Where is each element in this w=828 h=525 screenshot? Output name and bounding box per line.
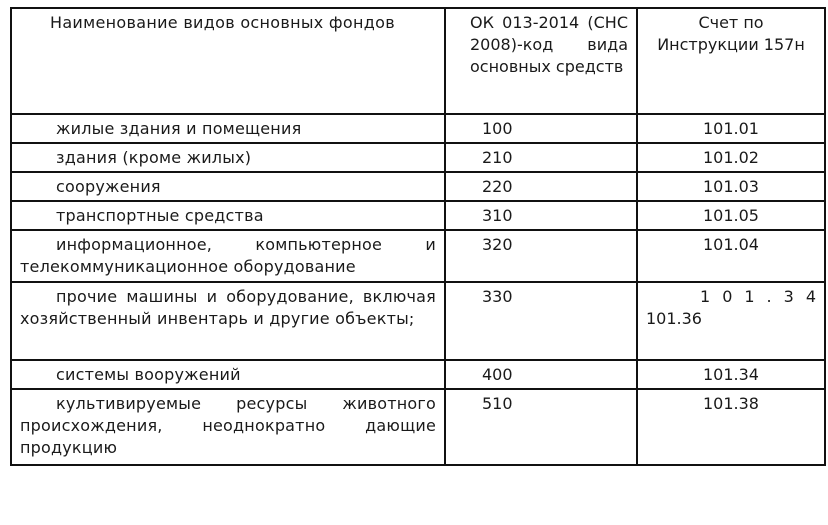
- account-cell: 101.03: [637, 172, 825, 201]
- ok-code-cell: 320: [445, 230, 637, 282]
- table-row: [11, 172, 825, 201]
- asset-type-cell: здания (кроме жилых): [11, 143, 445, 172]
- ok-code-cell: 400: [445, 360, 637, 389]
- asset-type-cell: системы вооружений: [11, 360, 445, 389]
- account-cell: 101.05: [637, 201, 825, 230]
- header-ok-code: ОК 013-2014 (СНС 2008)-код вида основных средств: [445, 8, 637, 114]
- table-row: [11, 389, 825, 465]
- ok-code-cell: 220: [445, 172, 637, 201]
- table-row: [11, 114, 825, 143]
- asset-type-cell: культивируемые ресурсы животного происхождения, неоднократно дающие продукцию: [11, 389, 445, 465]
- account-cell: 101.04: [637, 230, 825, 282]
- asset-type-cell: транспортные средства: [11, 201, 445, 230]
- ok-code-cell: 100: [445, 114, 637, 143]
- asset-type-cell: прочие машины и оборудование, включая хозяйственный инвентарь и другие объекты;: [11, 282, 445, 360]
- table-row: [11, 360, 825, 389]
- table-row: [11, 143, 825, 172]
- ok-code-cell: 210: [445, 143, 637, 172]
- account-value-secondary: 101.36: [646, 309, 702, 328]
- ok-code-cell: 330: [445, 282, 637, 360]
- header-asset-type: Наименование видов основных фондов: [11, 8, 445, 114]
- account-cell: 101.01: [637, 114, 825, 143]
- ok-code-cell: 510: [445, 389, 637, 465]
- table-header-row: [11, 8, 825, 114]
- account-value-primary: 101.34: [700, 287, 828, 306]
- asset-type-cell: сооружения: [11, 172, 445, 201]
- ok-code-cell: 310: [445, 201, 637, 230]
- account-cell: 101.34: [637, 360, 825, 389]
- fixed-assets-table: [10, 7, 826, 466]
- account-cell: 101.02: [637, 143, 825, 172]
- table-row: [11, 230, 825, 282]
- table-row: [11, 201, 825, 230]
- header-account: Счет по Инструкции 157н: [637, 8, 825, 114]
- account-cell: 101.38: [637, 389, 825, 465]
- account-cell: [637, 282, 828, 360]
- table-row: [11, 282, 825, 360]
- asset-type-cell: информационное, компьютерное и телекоммуникационное оборудование: [11, 230, 445, 282]
- asset-type-cell: жилые здания и помещения: [11, 114, 445, 143]
